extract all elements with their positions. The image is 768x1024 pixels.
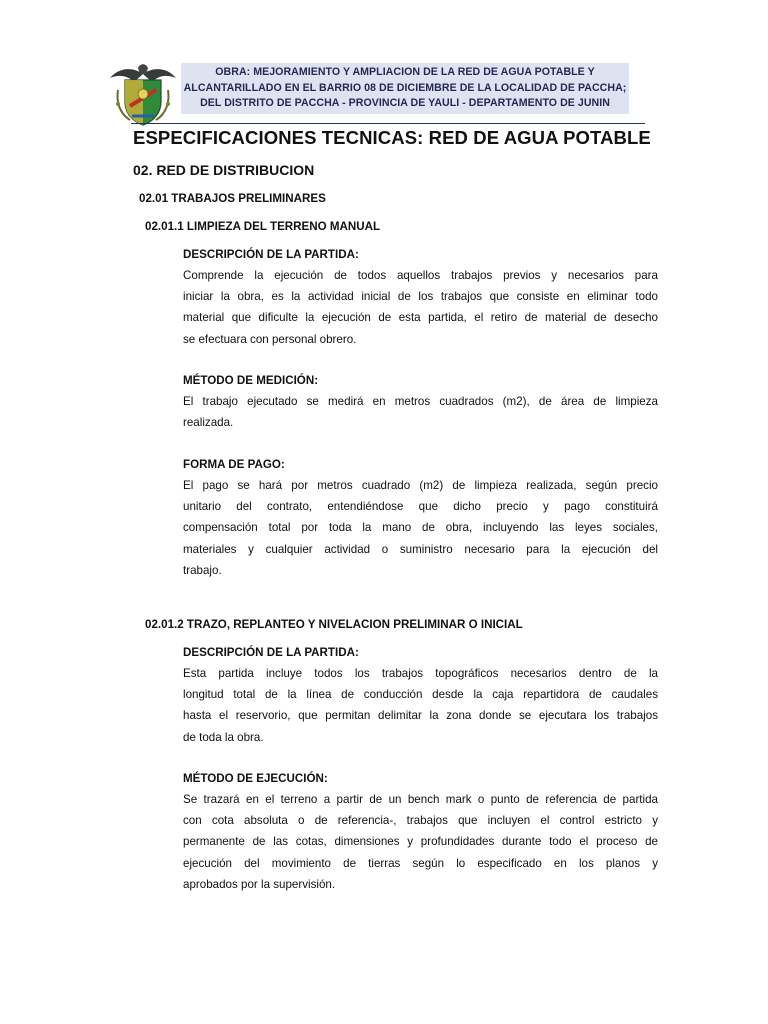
- paragraph-line: materiales y cualquier actividad o suministro necesario para la ejecución del: [183, 542, 658, 556]
- block-label: DESCRIPCIÓN DE LA PARTIDA:: [183, 248, 359, 261]
- paragraph-line: longitud total de la línea de conducción desde la caja repartidora de caudales: [183, 688, 658, 702]
- banner-line-1: OBRA: MEJORAMIENTO Y AMPLIACION DE LA RED DE AGUA POTABLE Y: [215, 66, 595, 78]
- paragraph-line: Se trazará en el terreno a partir de un bench mark o punto de referencia de partida: [183, 793, 658, 806]
- block-paragraph: [183, 663, 658, 748]
- block-label: FORMA DE PAGO:: [183, 458, 285, 471]
- paragraph-line: trabajo.: [183, 563, 222, 577]
- block-label: MÉTODO DE EJECUCIÓN:: [183, 772, 328, 785]
- block-label: DESCRIPCIÓN DE LA PARTIDA:: [183, 646, 359, 659]
- banner-line-2: ALCANTARILLADO EN EL BARRIO 08 DE DICIEMBRE DE LA LOCALIDAD DE PACCHA;: [183, 81, 627, 94]
- paragraph-line: iniciar la obra, es la actividad inicial de los trabajos que consiste en eliminar todo: [183, 290, 658, 304]
- paragraph-line: se efectuara con personal obrero.: [183, 332, 357, 346]
- header-divider: [131, 123, 645, 124]
- paragraph-line: aprobados por la supervisión.: [183, 877, 336, 891]
- paragraph-line: hasta el reservorio, que permitan delimitar la zona donde se ejecutara los trabajos: [183, 709, 658, 723]
- banner-line-3: DEL DISTRITO DE PACCHA - PROVINCIA DE YAULI - DEPARTAMENTO DE JUNIN: [200, 97, 610, 109]
- paragraph-line: El trabajo ejecutado se medirá en metros cuadrados (m2), de área de limpieza: [183, 395, 658, 408]
- paragraph-line: con cota absoluta o de referencia-, trabajos que incluyen el control estricto y: [183, 814, 658, 828]
- document-title: ESPECIFICACIONES TECNICAS: RED DE AGUA POTABLE: [133, 127, 651, 148]
- paragraph-line: Comprende la ejecución de todos aquellos trabajos previos y necesarios para: [183, 269, 658, 282]
- coat-of-arms-icon: [108, 60, 178, 128]
- item-heading: 02.01.2 TRAZO, REPLANTEO Y NIVELACION PRELIMINAR O INICIAL: [145, 618, 523, 631]
- paragraph-line: compensación total por toda la mano de obra, incluyendo las leyes sociales,: [183, 521, 658, 535]
- paragraph-line: Esta partida incluye todos los trabajos topográficos necesarios dentro de la: [183, 667, 658, 680]
- paragraph-line: realizada.: [183, 416, 234, 430]
- paragraph-line: permanente de las cotas, dimensiones y profundidades durante todo el proceso de: [183, 835, 658, 849]
- project-banner: [181, 63, 629, 114]
- block-paragraph: [183, 789, 658, 895]
- subsection-heading: 02.01 TRABAJOS PRELIMINARES: [139, 192, 326, 205]
- item-heading: 02.01.1 LIMPIEZA DEL TERRENO MANUAL: [145, 220, 381, 233]
- paragraph-line: El pago se hará por metros cuadrado (m2) de limpieza realizada, según precio: [183, 479, 658, 492]
- section-heading: 02. RED DE DISTRIBUCION: [133, 162, 315, 178]
- paragraph-line: material que dificulte la ejecución de esta partida, el retiro de material de desecho: [183, 311, 658, 325]
- paragraph-line: de toda la obra.: [183, 730, 264, 744]
- block-label: MÉTODO DE MEDICIÓN:: [183, 374, 319, 387]
- block-paragraph: [183, 391, 658, 433]
- paragraph-line: unitario del contrato, entendiéndose que dicho precio y pago constituirá: [183, 500, 658, 514]
- block-paragraph: [183, 265, 658, 350]
- paragraph-line: ejecución del movimiento de tierras según lo especificado en los planos y: [183, 856, 658, 870]
- block-paragraph: [183, 475, 658, 581]
